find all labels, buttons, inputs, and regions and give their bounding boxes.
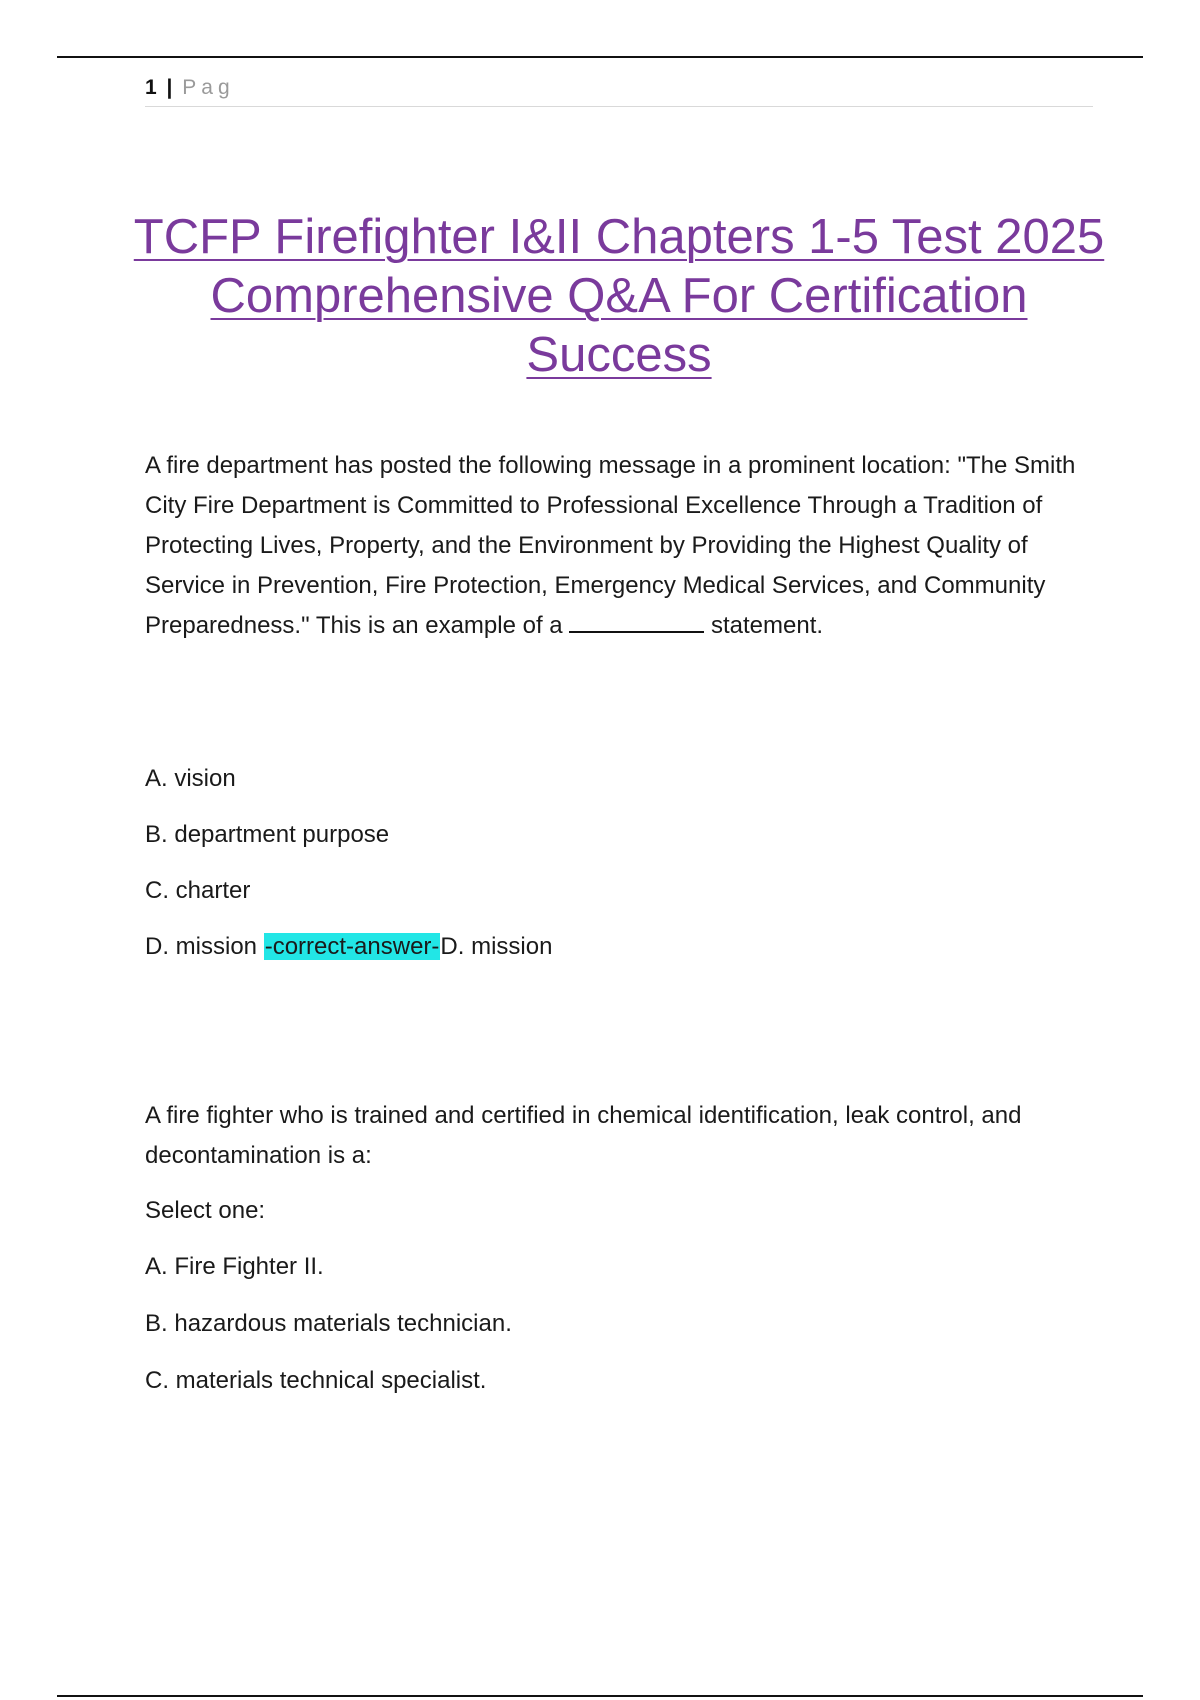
question-1-option-d [145, 931, 552, 963]
question-2-text: A fire fighter who is trained and certified in chemical identification, leak control, and decontamination is a: [145, 1102, 1022, 1169]
question-1-tail: statement. [710, 612, 824, 639]
question-1-option-c: C. charter [145, 877, 251, 904]
correct-answer-marker: -correct-answer- [264, 933, 440, 960]
question-1-text [145, 446, 1085, 646]
page-label: Pag [182, 76, 235, 99]
question-2-option-b: B. hazardous materials technician. [145, 1310, 512, 1337]
bottom-border-line [57, 1695, 1143, 1697]
question-2-option-a: A. Fire Fighter II. [145, 1253, 324, 1280]
option-d-label: D. mission [145, 933, 258, 960]
correct-answer-text: D. mission [440, 933, 553, 960]
question-2-option-c: C. materials technical specialist. [145, 1367, 487, 1394]
page-number: 1 [145, 76, 157, 99]
page-separator: | [166, 76, 173, 99]
page-header [145, 76, 1093, 107]
answer-blank [569, 611, 704, 633]
document-title: TCFP Firefighter I&II Chapters 1-5 Test 2025 Comprehensive Q&A For Certification Success [133, 210, 1105, 382]
question-1-option-a: A. vision [145, 765, 236, 792]
question-1-body: A fire department has posted the following message in a prominent location: "The Smith City Fire Department is Committed to Professional Excellence Through a Tradition of Protecting Lives, Property, and the Environment by Providing the Highest Quality of Service in Prevention, Fire Protection, Emergency Medical Services, and Community Preparedness." This is an example of a [145, 452, 1076, 639]
top-border-line [57, 56, 1143, 58]
question-2-prompt: Select one: [145, 1197, 266, 1224]
question-1-option-b: B. department purpose [145, 821, 390, 848]
